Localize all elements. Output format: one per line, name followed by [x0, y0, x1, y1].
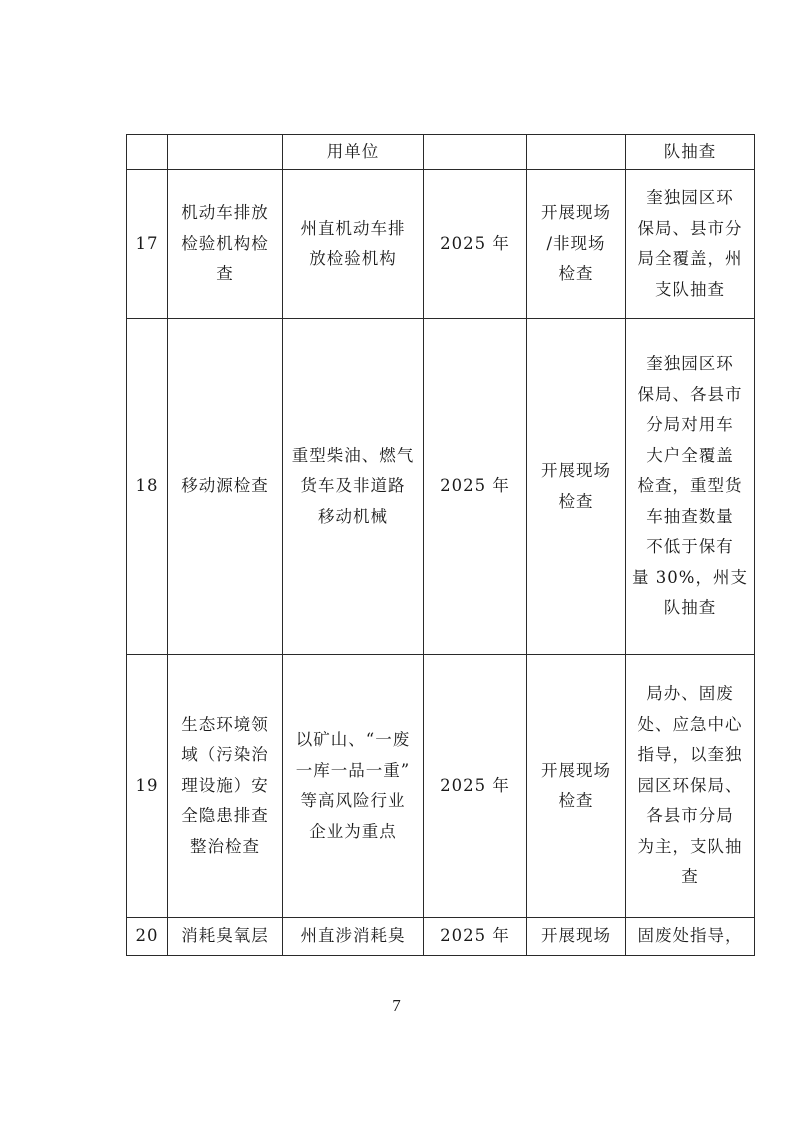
table-cell	[168, 135, 283, 170]
table-row	[127, 655, 755, 918]
table-row	[127, 918, 755, 956]
responsible-unit-cell: 固废处指导，	[626, 918, 755, 956]
row-number-cell: 17	[127, 170, 168, 319]
inspection-target-cell: 州直涉消耗臭	[283, 918, 424, 956]
time-cell: 2025 年	[424, 170, 527, 319]
inspection-table	[126, 134, 755, 956]
responsible-unit-cell: 奎独园区环 保局、各县市 分局对用车 大户全覆盖 检查，重型货 车抽查数量 不低于保有 量 30%，州支 队抽查	[626, 319, 755, 655]
table-cell	[424, 135, 527, 170]
table-cell: 用单位	[283, 135, 424, 170]
table-cell: 队抽查	[626, 135, 755, 170]
inspection-target-cell: 州直机动车排 放检验机构	[283, 170, 424, 319]
time-cell: 2025 年	[424, 655, 527, 918]
inspection-target-cell: 以矿山、“一废 一库一品一重” 等高风险行业 企业为重点	[283, 655, 424, 918]
inspection-item-cell: 机动车排放 检验机构检 查	[168, 170, 283, 319]
table-row	[127, 319, 755, 655]
time-cell: 2025 年	[424, 918, 527, 956]
responsible-unit-cell: 局办、固废 处、应急中心 指导，以奎独 园区环保局、 各县市分局 为主，支队抽 查	[626, 655, 755, 918]
inspection-target-cell: 重型柴油、燃气 货车及非道路 移动机械	[283, 319, 424, 655]
row-number-cell: 20	[127, 918, 168, 956]
row-number-cell: 19	[127, 655, 168, 918]
responsible-unit-cell: 奎独园区环 保局、县市分 局全覆盖，州 支队抽查	[626, 170, 755, 319]
method-cell: 开展现场	[527, 918, 626, 956]
inspection-item-cell: 消耗臭氧层	[168, 918, 283, 956]
method-cell: 开展现场 检查	[527, 319, 626, 655]
inspection-item-cell: 移动源检查	[168, 319, 283, 655]
table-row-continued-header	[127, 135, 755, 170]
inspection-item-cell: 生态环境领 域（污染治 理设施）安 全隐患排查 整治检查	[168, 655, 283, 918]
method-cell: 开展现场 检查	[527, 655, 626, 918]
table-cell	[127, 135, 168, 170]
table-row	[127, 170, 755, 319]
time-cell: 2025 年	[424, 319, 527, 655]
table-cell	[527, 135, 626, 170]
row-number-cell: 18	[127, 319, 168, 655]
page-number: 7	[392, 996, 401, 1015]
method-cell: 开展现场 /非现场 检查	[527, 170, 626, 319]
